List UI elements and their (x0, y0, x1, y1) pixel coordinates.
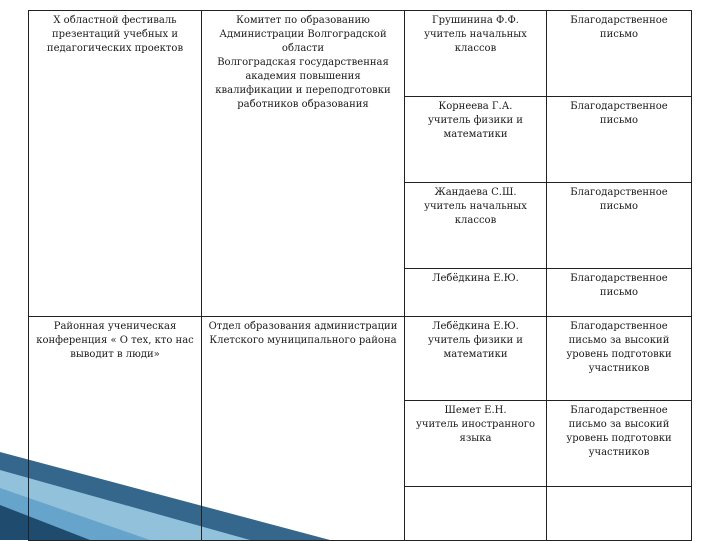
teacher-cell: Корнеева Г.А. учитель физики и математики (405, 97, 547, 183)
empty-cell (405, 487, 547, 541)
table-row (29, 317, 692, 401)
organizer-cell: Отдел образования администрации Клетского муниципального района (202, 317, 405, 541)
organizer-cell: Комитет по образованию Администрации Волгоградской области Волгоградская государственная академия повышения квалификации и переподготовки работников образования (202, 11, 405, 317)
awards-table (28, 10, 692, 541)
award-cell: Благодарственное письмо (547, 183, 692, 269)
empty-cell (547, 487, 692, 541)
event-cell: X областной фестиваль презентаций учебных и педагогических проектов (29, 11, 202, 317)
award-cell: Благодарственное письмо (547, 269, 692, 317)
teacher-cell: Шемет Е.Н. учитель иностранного языка (405, 401, 547, 487)
award-cell: Благодарственное письмо (547, 97, 692, 183)
table-row (29, 11, 692, 97)
teacher-cell: Лебёдкина Е.Ю. учитель физики и математики (405, 317, 547, 401)
teacher-cell: Лебёдкина Е.Ю. (405, 269, 547, 317)
event-cell: Районная ученическая конференция « О тех, кто нас выводит в люди» (29, 317, 202, 541)
award-cell: Благодарственное письмо за высокий уровень подготовки участников (547, 401, 692, 487)
teacher-cell: Грушинина Ф.Ф. учитель начальных классов (405, 11, 547, 97)
award-cell: Благодарственное письмо (547, 11, 692, 97)
teacher-cell: Жандаева С.Ш. учитель начальных классов (405, 183, 547, 269)
award-cell: Благодарственное письмо за высокий уровень подготовки участников (547, 317, 692, 401)
